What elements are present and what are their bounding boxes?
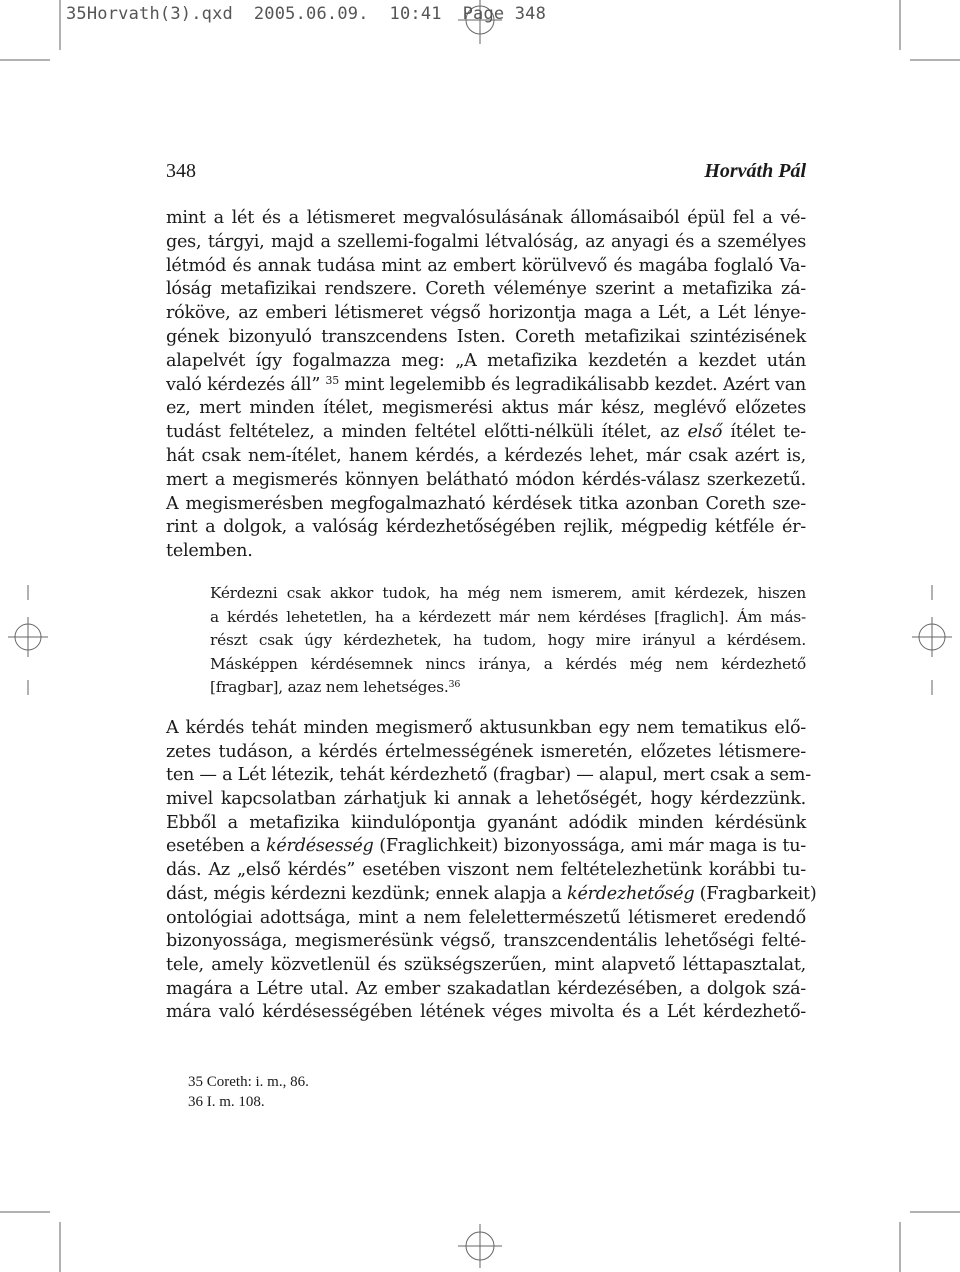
quote-line: részt csak úgy kérdezhetek, ha tudom, hogy mire irányul a kérdésem.	[210, 631, 806, 650]
paragraph-2-line: esetében a kérdésesség (Fraglichkeit) bizonyossága, ami már maga is tu-	[166, 836, 806, 857]
emphasis: első	[687, 422, 723, 443]
paragraph-1-line: alapelvét így fogalmazza meg: „A metafizika kezdetén a kezdet után	[166, 350, 806, 371]
paragraph-1-line: ges, tárgyi, majd a szellemi-fogalmi létvalóság, az anyagi és a személyes	[166, 231, 806, 252]
quote-line: a kérdés lehetetlen, ha a kérdezett már nem kérdéses [fraglich]. Ám más-	[210, 607, 806, 626]
emphasis: kérdezhetőség	[567, 883, 695, 904]
paragraph-2-line: mivel kapcsolatban zárhatjuk ki annak a lehetőségét, hogy kérdezzünk.	[166, 789, 806, 810]
quote-line: Kérdezni csak akkor tudok, ha még nem ismerem, amit kérdezek, hiszen	[210, 584, 806, 602]
running-header	[166, 160, 806, 188]
paragraph-2-line: dás. Az „első kérdés” esetében viszont nem feltételezhetünk korábbi tu-	[166, 860, 806, 881]
footnote-ref: 35	[325, 373, 339, 387]
quote-line: Másképpen kérdésemnek nincs iránya, a kérdés még nem kérdezhető	[210, 654, 806, 673]
footnote-35: 35 Coreth: i. m., 86.	[188, 1074, 309, 1090]
paragraph-2-line: mára való kérdésességében létének véges mivolta és a Lét kérdezhető-	[166, 1002, 806, 1023]
paragraph-1-line: hát csak nem-ítélet, hanem kérdés, a kérdezés lehet, már csak azért is,	[166, 445, 806, 466]
footnote-36: 36 I. m. 108.	[188, 1094, 265, 1110]
slug-date: 2005.06.09.	[253, 4, 369, 24]
paragraph-2-line: ontológiai adottsága, mint a nem felelettermészetű létismeret eredendő	[166, 907, 806, 928]
paragraph-2-line: tele, amely közvetlenül és szükségszerűen, mint alapvető léttapasztalat,	[166, 954, 806, 975]
page-number: 348	[166, 160, 196, 182]
paragraph-1-line: mert a megismerés könnyen belátható módon kérdés-válasz szerkezetű.	[166, 469, 806, 490]
paragraph-1-line: létmód és annak tudása mint az embert körülvevő és magába foglaló Va-	[166, 255, 806, 276]
slug-page: Page 348	[462, 4, 547, 24]
paragraph-2-line: magára a Létre utal. Az ember szakadatlan kérdezésében, a dolgok szá-	[166, 978, 806, 999]
paragraph-1-line: róköve, az emberi létismeret végső horizontja maga a Lét, a Lét lénye-	[166, 303, 806, 324]
registration-mark-right	[912, 617, 952, 657]
paragraph-1-line: telemben.	[166, 541, 253, 562]
running-author: Horváth Pál	[704, 160, 806, 182]
paragraph-1-line: tudást feltételez, a minden feltétel előtti-nélküli ítélet, az első ítélet te-	[166, 422, 806, 443]
slug-line	[66, 4, 546, 24]
paragraph-1-line: rint a dolgok, a valóság kérdezhetőségében rejlik, mégpedig kétféle ér-	[166, 517, 806, 538]
quote-line: [fragbar], azaz nem lehetséges.$^{36}$	[210, 678, 461, 697]
block-quote	[210, 582, 806, 700]
registration-mark-left	[8, 617, 48, 657]
paragraph-2-line: Ebből a metafizika kiindulópontja gyanánt adódik minden kérdésünk	[166, 812, 806, 833]
paragraph-2-line: ten — a Lét létezik, tehát kérdezhető (fragbar) — alapul, mert csak a sem-	[166, 765, 811, 786]
paragraph-2-line: bizonyossága, megismerésünk végső, transzcendentális lehetőségi felté-	[166, 931, 806, 952]
slug-time: 10:41	[389, 4, 442, 24]
registration-mark-bottom	[458, 1224, 502, 1268]
emphasis: kérdésesség	[265, 836, 374, 857]
paragraph-1	[166, 207, 806, 564]
paragraph-2-line: zetes tudáson, a kérdés értelmességének ismeretén, előzetes létismere-	[166, 741, 806, 762]
paragraph-2-line: dást, mégis kérdezni kezdünk; ennek alapja a kérdezhetőség (Fragbarkeit)	[166, 883, 817, 904]
paragraph-1-line: való kérdezés áll” $^{35}$ mint legelemibb és legradikálisabb kezdet. Azért van	[166, 373, 807, 395]
paragraph-2-line: A kérdés tehát minden megismerő aktusunkban egy nem tematikus elő-	[166, 718, 806, 738]
footnotes	[188, 1072, 588, 1112]
paragraph-1-line: lóság metafizikai rendszere. Coreth véleménye szerint a metafizika zá-	[166, 279, 806, 300]
slug-filename: 35Horvath(3).qxd	[66, 4, 233, 24]
paragraph-2	[166, 717, 817, 1025]
footnote-ref: 36	[448, 679, 461, 691]
paragraph-1-line: A megismerésben megfogalmazható kérdések titka azonban Coreth sze-	[166, 493, 806, 514]
paragraph-1-line: ez, mert minden ítélet, megismerési aktus már kész, meglévő előzetes	[166, 398, 806, 419]
paragraph-1-line: mint a lét és a létismeret megvalósulásának állomásaiból épül fel a vé-	[166, 208, 806, 228]
paragraph-1-line: gének bizonyuló transzcendens Isten. Coreth metafizikai szintézisének	[166, 326, 806, 347]
